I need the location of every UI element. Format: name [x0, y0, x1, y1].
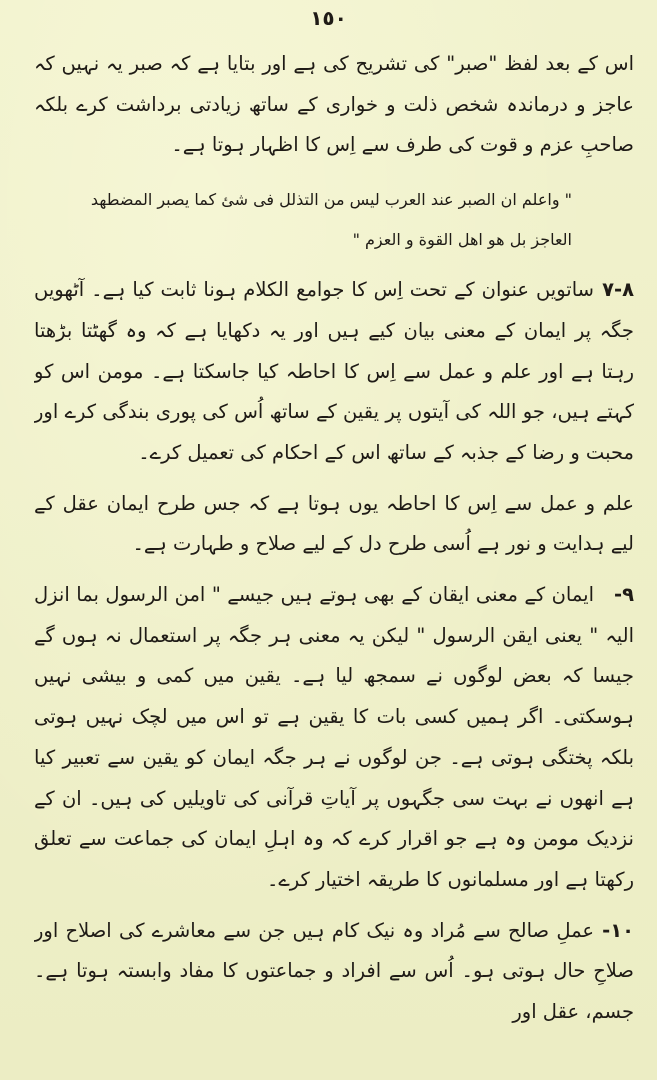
item-text: ایمان کے معنی ایقان کے بھی ہوتے ہیں جیسے " امن الرسول بما انزل الیہ " یعنی ایقن الرسول " لیکن یہ معنی ہر جگہ پر استعمال نہ ہوں گے جیسا کہ بعض لوگوں نے سمجھ لیا ہے۔ یقین میں کمی و بیشی نہیں ہوسکتی۔ اگر ہمیں کسی بات کا یقین ہے تو اس میں لچک نہیں ہوتی بلکہ پختگی ہوتی ہے۔ جن لوگوں نے ہر جگہ ایمان کو یقین سے تعبیر کیا ہے انھوں نے بہت سی جگہوں پر آیاتِ قرآنی کی تاویلیں کی ہیں۔ ان کے نزدیک مومن وہ ہے جو اقرار کرے کہ وہ اہلِ ایمان کی جماعت سے تعلق رکھتا ہے اور مسلمانوں کا طریقہ اختیار کرے۔: [34, 583, 634, 891]
page-number: ١٥٠: [310, 6, 347, 30]
paragraph-text: علم و عمل سے اِس کا احاطہ یوں ہوتا ہے کہ جس طرح ایمان عقل کے لیے ہدایت و نور ہے اُسی طرح دل کے لیے صلاح و طہارت ہے۔: [34, 491, 634, 556]
item-10: [34, 911, 634, 1033]
page-body: [34, 44, 634, 1074]
paragraph-ilm-amal: [34, 484, 634, 565]
paragraph-text: اس کے بعد لفظ "صبر" کی تشریح کی ہے اور بتایا ہے کہ صبر یہ نہیں کہ عاجز و درماندہ شخص ذلت و خواری کے ساتھ زیادتی برداشت کرے بلکہ صاحبِ عزم و قوت کی طرف سے اِس کا اظہار ہوتا ہے۔: [34, 52, 634, 157]
item-text: عملِ صالح سے مُراد وہ نیک کام ہیں جن سے معاشرے کی اصلاح اور صلاحِ حال ہوتی ہو۔ اُس سے افراد و جماعتوں کا مفاد وابستہ ہوتا ہے۔ جسم، عقل اور: [34, 918, 634, 1024]
paragraph-sabr-definition: [34, 44, 634, 166]
item-7-8: [34, 270, 634, 474]
item-9: [34, 575, 634, 901]
item-number: ٨-٧: [602, 278, 634, 302]
item-number: ١٠-: [602, 918, 634, 942]
item-number: ٩-: [614, 583, 634, 607]
item-text: ساتویں عنوان کے تحت اِس کا جوامع الکلام ہونا ثابت کیا ہے۔ آٹھویں جگہ پر ایمان کے معنی بیان کیے ہیں اور یہ دکھایا ہے کہ وہ گھٹتا بڑھتا رہتا ہے اور علم و عمل سے اِس کا احاطہ کیا جاسکتا ہے۔ مومن اس کو کہتے ہیں، جو اللہ کی آیتوں پر یقین کے ساتھ اُس کی پوری بندگی کرے اور محبت و رضا کے جذبہ کے ساتھ اس کے احکام کی تعمیل کرے۔: [34, 278, 634, 464]
arabic-quote: [34, 180, 634, 260]
quote-text: " واعلم ان الصبر عند العرب لیس من التذلل فی شئ کما یصبر المضطھد العاجز بل ھو اھل القوة و العزم ": [90, 190, 572, 250]
